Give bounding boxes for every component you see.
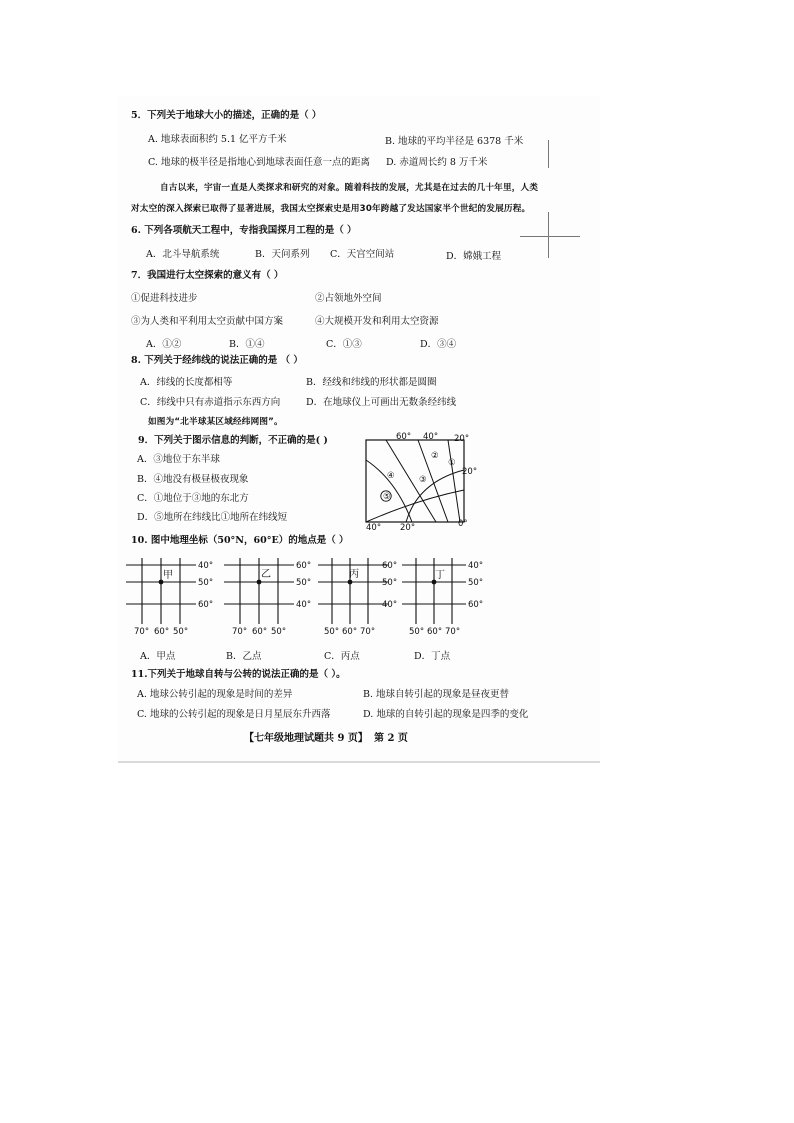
place-3-label: ③ xyxy=(419,475,427,485)
q11-option-d[interactable]: D. 地球的自转引起的现象是四季的变化 xyxy=(363,709,529,720)
q9-option-d[interactable]: D．⑤地所在纬线比①地所在纬线短 xyxy=(137,512,288,523)
q9-graticule-map xyxy=(356,430,478,533)
grid-ding-point-label: 丁 xyxy=(435,570,445,581)
q7-option-c[interactable]: C．①③ xyxy=(326,339,362,350)
q9-option-c[interactable]: C．①地位于③地的东北方 xyxy=(137,493,249,504)
q8-stem: 8. 下列关于经纬线的说法正确的是 （ ） xyxy=(131,355,303,366)
q5-stem: 5．下列关于地球大小的描述，正确的是（ ） xyxy=(131,110,322,121)
map-top-label-1: 60° xyxy=(396,432,412,442)
grid-ding-lat-3: 60° xyxy=(468,600,484,610)
q11-option-a[interactable]: A. 地球公转引起的现象是时间的差异 xyxy=(137,689,293,700)
grid-jia-lon-1: 70° xyxy=(134,627,150,637)
map-bottom-label-2: 20° xyxy=(400,523,416,533)
q8-option-b[interactable]: B．经线和纬线的形状都是圆圈 xyxy=(306,377,437,388)
footer-page-number: 第 2 页 xyxy=(374,733,408,744)
grid-bing-lon-1: 50° xyxy=(324,627,340,637)
q10-option-c[interactable]: C．丙点 xyxy=(324,651,360,662)
q7-stem: 7．我国进行太空探索的意义有（ ） xyxy=(131,270,284,281)
q5-option-c[interactable]: C. 地球的极半径是指地心到地球表面任意一点的距离 xyxy=(148,157,370,168)
grid-yi-lon-3: 50° xyxy=(271,627,287,637)
q7-option-d[interactable]: D．③④ xyxy=(420,339,457,350)
q9-stem: 9．下列关于图示信息的判断，不正确的是( ) xyxy=(138,435,328,446)
q10-option-d[interactable]: D．丁点 xyxy=(414,651,451,662)
q9-option-b[interactable]: B．④地没有极昼极夜现象 xyxy=(137,474,249,485)
q9-option-a[interactable]: A．③地位于东半球 xyxy=(137,454,220,465)
grid-bing-point-label: 丙 xyxy=(349,569,359,580)
q7-item-4: ④大规模开发和利用太空资源 xyxy=(315,316,439,327)
q11-stem: 11.下列关于地球自转与公转的说法正确的是（ ）。 xyxy=(131,669,346,680)
q5-option-d[interactable]: D. 赤道周长约 8 万千米 xyxy=(386,157,488,168)
grid-bing-lat-2: 50° xyxy=(382,578,398,588)
grid-jia-lon-2: 60° xyxy=(154,627,170,637)
q10-option-a[interactable]: A．甲点 xyxy=(140,651,176,662)
q6-option-a[interactable]: A．北斗导航系统 xyxy=(146,249,220,260)
q11-option-b[interactable]: B. 地球自转引起的现象是昼夜更替 xyxy=(363,689,510,700)
q7-option-b[interactable]: B．①④ xyxy=(229,339,265,350)
grid-ding-lon-3: 70° xyxy=(445,627,461,637)
q5-option-a[interactable]: A. 地球表面积约 5.1 亿平方千米 xyxy=(148,134,287,145)
grid-jia-lon-3: 50° xyxy=(173,627,189,637)
figure-caption: 如图为“北半球某区域经纬网图”。 xyxy=(148,417,283,427)
grid-jia-lat-3: 60° xyxy=(198,600,214,610)
grid-ding-lon-2: 60° xyxy=(427,627,443,637)
q10-stem: 10. 图中地理坐标（50°N，60°E）的地点是（ ） xyxy=(131,535,349,546)
grid-bing-lat-3: 40° xyxy=(382,600,398,610)
grid-yi-lat-2: 50° xyxy=(296,578,312,588)
grid-ding-lon-1: 50° xyxy=(409,627,425,637)
place-1-label: ① xyxy=(448,458,456,468)
q8-option-a[interactable]: A．纬线的长度都相等 xyxy=(140,377,233,388)
grid-bing-lon-3: 70° xyxy=(360,627,376,637)
grid-jia-lat-1: 40° xyxy=(198,561,214,571)
q7-item-3: ③为人类和平利用太空贡献中国方案 xyxy=(131,316,284,327)
map-bottom-label-1: 40° xyxy=(366,523,382,533)
q10-option-b[interactable]: B．乙点 xyxy=(226,651,262,662)
place-2-label: ② xyxy=(431,451,439,461)
q8-option-d[interactable]: D．在地球仪上可画出无数条经纬线 xyxy=(306,397,457,408)
q7-item-1: ①促进科技进步 xyxy=(131,293,198,304)
passage-line-2: 对太空的深入探索已取得了显著进展，我国太空探索史是用30年跨越了发达国家半个世纪的发展历程。 xyxy=(131,204,531,214)
grid-yi-lon-1: 70° xyxy=(232,627,248,637)
page-bottom-edge xyxy=(118,761,600,763)
scan-mark-vertical-2 xyxy=(548,212,549,258)
passage-line-1: 自古以来，宇宙一直是人类探求和研究的对象。随着科技的发展，尤其是在过去的几十年里，人类 xyxy=(160,183,539,193)
q7-item-2: ②占领地外空间 xyxy=(315,293,382,304)
map-bottom-label-3: 0° xyxy=(458,519,468,529)
q5-option-b[interactable]: B. 地球的平均半径是 6378 千米 xyxy=(385,136,524,147)
grid-ding-lat-1: 40° xyxy=(468,561,484,571)
q6-option-d[interactable]: D．嫦娥工程 xyxy=(446,251,502,262)
place-4-label: ④ xyxy=(387,471,395,481)
q8-option-c[interactable]: C．纬线中只有赤道指示东西方向 xyxy=(140,397,281,408)
grid-yi-lat-1: 60° xyxy=(296,561,312,571)
map-top-label-3: 20° xyxy=(454,434,470,444)
scan-mark-horizontal xyxy=(520,236,580,237)
place-5-label: ⑤ xyxy=(383,492,391,502)
grid-yi-lon-2: 60° xyxy=(252,627,268,637)
q6-stem: 6. 下列各项航天工程中，专指我国探月工程的是（ ） xyxy=(131,225,357,236)
map-top-label-2: 40° xyxy=(423,432,439,442)
q10-grid-jia xyxy=(126,558,226,638)
q10-grid-ding xyxy=(402,558,502,638)
grid-bing-lat-1: 60° xyxy=(382,561,398,571)
q11-option-c[interactable]: C. 地球的公转引起的现象是日月星辰东升西落 xyxy=(137,709,331,720)
grid-bing-lon-2: 60° xyxy=(342,627,358,637)
q6-option-c[interactable]: C．天宫空间站 xyxy=(330,249,395,260)
grid-yi-point-label: 乙 xyxy=(261,569,271,580)
grid-jia-lat-2: 50° xyxy=(198,578,214,588)
grid-ding-lat-2: 50° xyxy=(468,578,484,588)
footer-title: 【七年级地理试题共 9 页】 xyxy=(244,733,368,744)
q10-grid-yi xyxy=(224,558,324,638)
scan-mark-vertical xyxy=(548,140,549,168)
q6-option-b[interactable]: B．天问系列 xyxy=(255,249,310,260)
map-right-label: 20° xyxy=(462,467,478,477)
grid-yi-lat-3: 40° xyxy=(296,600,312,610)
grid-jia-point-label: 甲 xyxy=(163,570,173,581)
q7-option-a[interactable]: A．①② xyxy=(146,339,182,350)
